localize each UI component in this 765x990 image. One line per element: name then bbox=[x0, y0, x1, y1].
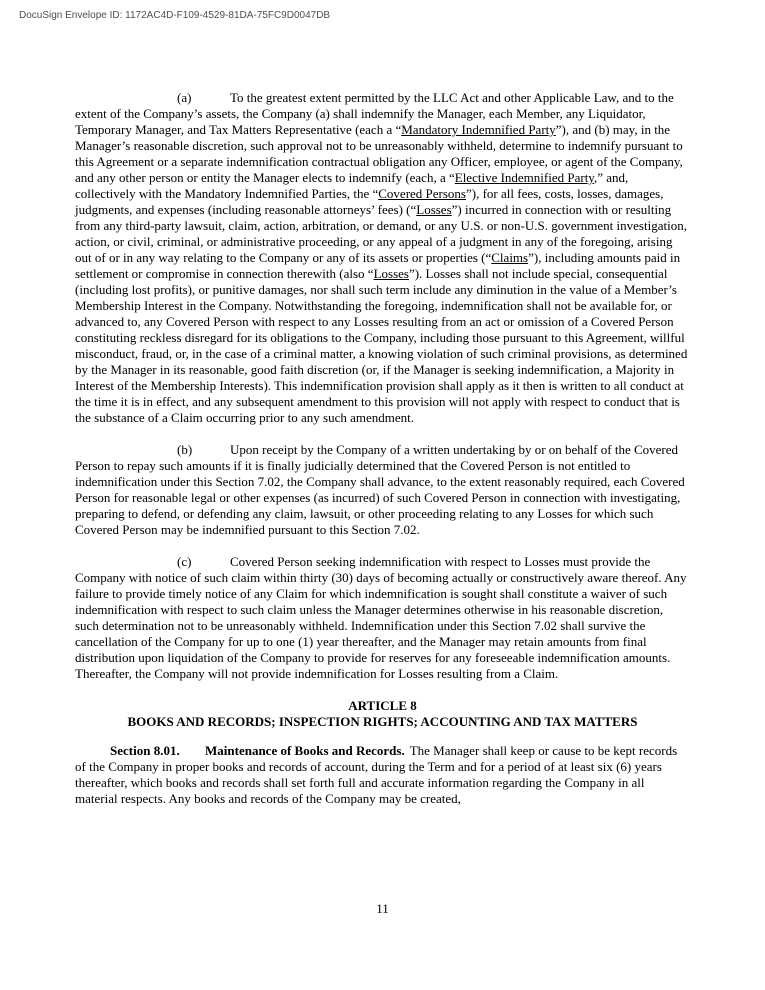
paragraph-c bbox=[75, 554, 690, 682]
text-run: ”), and (b) may, in the Manager’s reasonable discretion, such approval not to be unreasonably withheld, determine to indemnify pursuant to this Agreement or a separate indemnification contractual obligation any Officer, employee, or agent of the Company, and any other person or entity the Manager elects to indemnify (each, a “ bbox=[75, 122, 683, 185]
section-body: The Manager shall keep or cause to be kept records of the Company in proper books and records of account, during the Term and for a period of at least six (6) years thereafter, which books and records shall set forth full and accurate information regarding the Company in all material respects. Any books and records of the Company may be created, bbox=[75, 743, 678, 806]
paragraph-c-label: (c) bbox=[177, 554, 192, 569]
article-8-heading bbox=[75, 698, 690, 730]
page-content bbox=[75, 90, 690, 807]
text-run: Covered Person seeking indemnification with respect to Losses must provide the Company with notice of such claim within thirty (30) days of becoming actually or constructively aware thereof. Any failure to provide timely notice of any Claim for which indemnification is sought shall constitute a waiver of such indemnification with respect to such claim unless the Manager determines otherwise in his reasonable discretion, such determination not to be unreasonably withheld. Indemnification under this Section 7.02 shall survive the cancellation of the Company for up to one (1) year thereafter, and the Manager may retain amounts from final distribution upon liquidation of the Company to provide for reserves for any foreseeable indemnification amounts. Thereafter, the Company will not provide indemnification for Losses resulting from a Claim. bbox=[75, 554, 687, 681]
text-run: ”), for all fees, costs, losses, damages, judgments, and expenses (including reasonable attorneys’ fees) (“ bbox=[75, 186, 664, 217]
defined-term: Claims bbox=[491, 250, 529, 265]
paragraph-b bbox=[75, 442, 690, 538]
text-run: To the greatest extent permitted by the LLC Act and other Applicable Law, and to the extent of the Company’s assets, the Company (a) shall indemnify the Manager, each Member, any Liquidator, Temporary Manager, and Tax Matters Representative (each a “ bbox=[75, 90, 674, 137]
defined-term: Covered Persons bbox=[378, 186, 466, 201]
paragraph-b-label: (b) bbox=[177, 442, 193, 457]
paragraph-a bbox=[75, 90, 690, 426]
paragraph-b-text bbox=[75, 442, 685, 537]
section-title: Maintenance of Books and Records. bbox=[205, 743, 405, 758]
paragraph-a-text bbox=[75, 90, 687, 425]
defined-term: Elective Indemnified Party bbox=[454, 170, 594, 185]
page-number: 11 bbox=[376, 901, 389, 916]
text-run: ,” and, collectively with the Mandatory Indemnified Parties, the “ bbox=[75, 170, 629, 201]
defined-term: Mandatory Indemnified Party bbox=[401, 122, 556, 137]
section-number: Section 8.01. bbox=[110, 743, 180, 758]
article-title: BOOKS AND RECORDS; INSPECTION RIGHTS; ACCOUNTING AND TAX MATTERS bbox=[127, 714, 638, 729]
text-run: ”), including amounts paid in settlement or compromise in connection therewith (also “ bbox=[75, 250, 681, 281]
text-run: ”). Losses shall not include special, consequential (including lost profits), or punitive damages, nor shall such term include any diminution in the value of a Member’s Membership Interest in the Company. Notwithstanding the foregoing, indemnification shall not be available for, or advanced to, any Covered Person with respect to any Losses resulting from an act or omission of a Covered Person constituting reckless disregard for its obligations to the Company, including those pursuant to this Agreement, willful misconduct, fraud, or, in the case of a criminal matter, a knowing violation of such criminal provisions, as determined by the Manager in its reasonable, good faith discretion (or, if the Manager is seeking indemnification, a Majority in Interest of the Membership Interests). This indemnification provision shall apply as it then is written to all conduct at the time it is in effect, and any subsequent amendment to this provision will not apply with respect to conduct that is the substance of a Claim occurring prior to any such amendment. bbox=[75, 266, 688, 425]
defined-term: Losses bbox=[373, 266, 409, 281]
text-run: Upon receipt by the Company of a written undertaking by or on behalf of the Covered Person to repay such amounts if it is finally judicially determined that the Covered Person is not entitled to indemnification under this Section 7.02, the Company shall advance, to the extent reasonably required, each Covered Person for reasonable legal or other expenses (as incurred) of such Covered Person in connection with investigating, preparing to defend, or defending any claim, lawsuit, or other proceeding relating to any Losses for which such Covered Person may be indemnified pursuant to this Section 7.02. bbox=[75, 442, 685, 537]
paragraph-c-text bbox=[75, 554, 687, 681]
defined-term: Losses bbox=[416, 202, 452, 217]
paragraph-a-label: (a) bbox=[177, 90, 192, 105]
text-run: ”) incurred in connection with or resulting from any third-party lawsuit, claim, action, arbitration, or demand, or any U.S. or non-U.S. government investigation, action, or civil, criminal, or administrative proceeding, or any appeal of a judgment in any of the foregoing, arising out of or in any way relating to the Company or any of its assets or properties (“ bbox=[75, 202, 687, 265]
section-8-01-paragraph bbox=[75, 743, 690, 807]
docusign-envelope-id: DocuSign Envelope ID: 1172AC4D-F109-4529-81DA-75FC9D0047DB bbox=[19, 10, 331, 21]
article-number: ARTICLE 8 bbox=[348, 698, 417, 713]
